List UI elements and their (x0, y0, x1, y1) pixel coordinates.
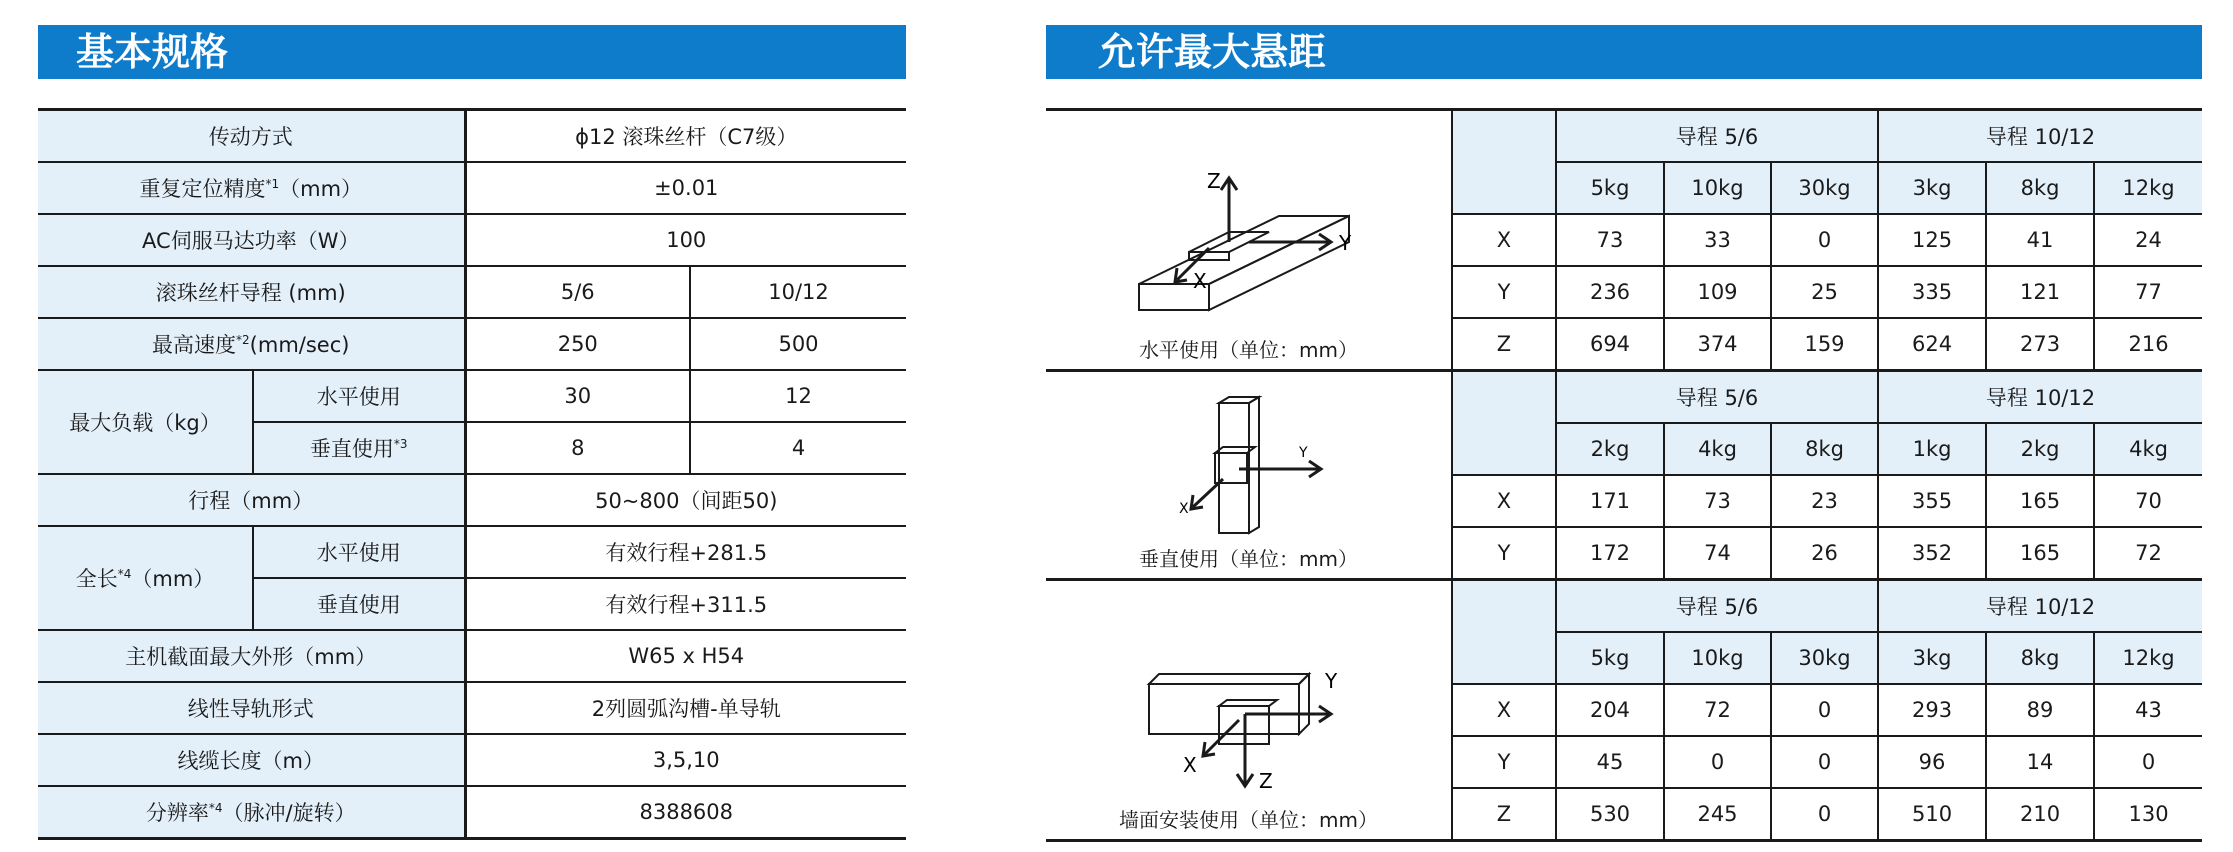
wall-diagram-cell (1046, 580, 1452, 841)
load-horizontal-value-2: 12 (690, 370, 906, 422)
overhang-value: 14 (1986, 736, 2094, 788)
vertical-y-label: Y (1298, 445, 1308, 461)
overhang-value: 374 (1664, 318, 1771, 371)
wall-mount-diagram (1119, 644, 1379, 804)
axis-label: Y (1452, 736, 1556, 788)
load-label: 最大负载（kg） (38, 370, 253, 474)
table-row (38, 110, 906, 163)
lead-group-header: 导程 10/12 (1878, 371, 2202, 424)
drive-value: ϕ12 滚珠丝杆（C7级） (465, 110, 906, 163)
guide-label: 线性导轨形式 (38, 682, 465, 734)
overhang-value: 236 (1556, 266, 1664, 318)
overhang-value: 74 (1664, 527, 1771, 580)
overhang-value: 25 (1771, 266, 1878, 318)
overhang-value: 77 (2094, 266, 2202, 318)
overhang-value: 245 (1664, 788, 1771, 841)
wall-y-label: Y (1324, 669, 1337, 693)
axis-header-blank (1452, 580, 1556, 685)
drive-label: 传动方式 (38, 110, 465, 163)
repeat-label: 重复定位精度$^{*1}$（mm） (38, 162, 465, 214)
overhang-value: 0 (1771, 684, 1878, 736)
section-value: W65 x H54 (465, 630, 906, 682)
load-header: 4kg (2094, 423, 2202, 475)
overhang-value: 121 (1986, 266, 2094, 318)
vertical-diagram-cell (1046, 371, 1452, 580)
load-vertical-value-1: 8 (465, 422, 690, 474)
length-label: 全长$^{*4}$（mm） (38, 526, 253, 630)
lead-group-header: 导程 5/6 (1556, 110, 1878, 163)
vertical-x-label: X (1178, 501, 1189, 517)
overhang-value: 26 (1771, 527, 1878, 580)
overhang-value: 43 (2094, 684, 2202, 736)
overhang-value: 172 (1556, 527, 1664, 580)
resolution-value: 8388608 (639, 800, 734, 824)
load-horizontal-label: 水平使用 (253, 370, 465, 422)
lead-label: 滚珠丝杆导程 (mm) (38, 266, 465, 318)
overhang-value: 24 (2094, 214, 2202, 266)
stroke-label: 行程（mm） (38, 474, 465, 526)
overhang-table (1046, 108, 2202, 842)
overhang-value: 335 (1878, 266, 1986, 318)
load-header: 5kg (1556, 632, 1664, 684)
load-header: 8kg (1986, 162, 2094, 214)
table-row (38, 474, 906, 526)
load-header: 12kg (2094, 162, 2202, 214)
axis-label: X (1452, 214, 1556, 266)
overhang-value: 72 (1664, 684, 1771, 736)
table-row (38, 526, 906, 578)
cable-value: 3,5,10 (465, 734, 906, 786)
lead-value-2: 10/12 (690, 266, 906, 318)
load-vertical-value-2: 4 (690, 422, 906, 474)
speed-value-2: 500 (690, 318, 906, 370)
axis-label: Y (1452, 527, 1556, 580)
overhang-value: 45 (1556, 736, 1664, 788)
table-row (38, 162, 906, 214)
overhang-value: 530 (1589, 802, 1631, 826)
overhang-value: 216 (2094, 318, 2202, 371)
overhang-value: 0 (1664, 736, 1771, 788)
load-header: 3kg (1878, 162, 1986, 214)
load-header: 12kg (2094, 632, 2202, 684)
load-header: 5kg (1556, 162, 1664, 214)
horizontal-mount-diagram (1119, 164, 1379, 334)
horizontal-diagram-cell (1046, 110, 1452, 371)
vertical-caption: 垂直使用（单位：mm） (1139, 547, 1358, 571)
stroke-value: 50~800（间距50) (465, 474, 906, 526)
overhang-value: 73 (1664, 475, 1771, 527)
servo-label: AC伺服马达功率（W） (38, 214, 465, 266)
spec-section-title: 基本规格 (38, 25, 906, 79)
overhang-value: 624 (1878, 318, 1986, 371)
lead-group-header: 导程 5/6 (1556, 580, 1878, 633)
load-header: 3kg (1878, 632, 1986, 684)
cable-label: 线缆长度（m） (38, 734, 465, 786)
overhang-value: 0 (1771, 736, 1878, 788)
horizontal-caption: 水平使用（单位：mm） (1139, 338, 1358, 362)
horizontal-z-label: Z (1206, 169, 1221, 193)
speed-label: 最高速度$^{*2}$(mm/sec) (38, 318, 465, 370)
lead-group-header: 导程 5/6 (1556, 371, 1878, 424)
length-vertical-value: 有效行程+311.5 (465, 578, 906, 630)
overhang-value: 130 (2094, 788, 2202, 841)
overhang-value: 125 (1878, 214, 1986, 266)
axis-label: Z (1452, 788, 1556, 841)
overhang-value: 96 (1878, 736, 1986, 788)
guide-value: 2列圆弧沟槽-单导轨 (465, 682, 906, 734)
lead-value-1: 5/6 (465, 266, 690, 318)
length-vertical-label: 垂直使用 (253, 578, 465, 630)
overhang-value: 694 (1556, 318, 1664, 371)
overhang-value: 165 (1986, 475, 2094, 527)
load-header: 10kg (1664, 632, 1771, 684)
overhang-value: 41 (1986, 214, 2094, 266)
load-header: 8kg (1771, 423, 1878, 475)
load-header: 1kg (1878, 423, 1986, 475)
overhang-value: 510 (1878, 788, 1986, 841)
load-vertical-label: 垂直使用$^{*3}$ (253, 422, 465, 474)
load-header: 2kg (1556, 423, 1664, 475)
table-row (38, 786, 906, 839)
overhang-value: 204 (1556, 684, 1664, 736)
length-horizontal-value: 有效行程+281.5 (465, 526, 906, 578)
table-row (38, 682, 906, 734)
speed-value-1: 250 (465, 318, 690, 370)
axis-label: X (1452, 475, 1556, 527)
table-row (38, 734, 906, 786)
overhang-value: 0 (1771, 788, 1878, 841)
overhang-value: 70 (2094, 475, 2202, 527)
axis-label: Y (1452, 266, 1556, 318)
table-row (38, 214, 906, 266)
table-row (38, 266, 906, 318)
overhang-value: 89 (1986, 684, 2094, 736)
wall-z-label: Z (1258, 769, 1273, 793)
load-header: 2kg (1986, 423, 2094, 475)
overhang-value: 210 (1986, 788, 2094, 841)
section-label: 主机截面最大外形（mm） (38, 630, 465, 682)
load-header: 8kg (1986, 632, 2094, 684)
axis-header-blank (1452, 110, 1556, 215)
spec-table (38, 108, 906, 840)
wall-x-label: X (1182, 753, 1197, 777)
overhang-value: 355 (1878, 475, 1986, 527)
load-header: 30kg (1771, 162, 1878, 214)
overhang-section-title: 允许最大悬距 (1046, 25, 2202, 79)
load-header: 30kg (1771, 632, 1878, 684)
horizontal-x-label: X (1192, 269, 1207, 293)
table-row (38, 630, 906, 682)
overhang-value: 171 (1556, 475, 1664, 527)
axis-label: X (1452, 684, 1556, 736)
overhang-value: 293 (1878, 684, 1986, 736)
overhang-value: 273 (1986, 318, 2094, 371)
length-horizontal-label: 水平使用 (253, 526, 465, 578)
load-horizontal-value-1: 30 (465, 370, 690, 422)
table-row (38, 370, 906, 422)
overhang-value: 165 (1986, 527, 2094, 580)
table-row (1046, 110, 2202, 163)
axis-header-blank (1452, 371, 1556, 476)
table-row (38, 318, 906, 370)
table-row (1046, 371, 2202, 424)
axis-label: Z (1452, 318, 1556, 371)
lead-group-header: 导程 10/12 (1878, 110, 2202, 163)
table-row (1046, 580, 2202, 633)
overhang-value: 0 (2094, 736, 2202, 788)
overhang-value: 159 (1771, 318, 1878, 371)
overhang-value: 73 (1556, 214, 1664, 266)
resolution-label: 分辨率$^{*4}$（脉冲/旋转） (38, 786, 465, 839)
overhang-value: 352 (1878, 527, 1986, 580)
overhang-value: 0 (1771, 214, 1878, 266)
wall-caption: 墙面安装使用（单位：mm） (1119, 808, 1378, 832)
overhang-value: 33 (1664, 214, 1771, 266)
repeat-value: ±0.01 (465, 162, 906, 214)
servo-value: 100 (465, 214, 906, 266)
overhang-value: 109 (1664, 266, 1771, 318)
vertical-mount-diagram (1139, 393, 1359, 543)
lead-group-header: 导程 10/12 (1878, 580, 2202, 633)
load-header: 10kg (1664, 162, 1771, 214)
horizontal-y-label: Y (1338, 231, 1351, 255)
load-header: 4kg (1664, 423, 1771, 475)
overhang-value: 72 (2094, 527, 2202, 580)
overhang-value: 23 (1771, 475, 1878, 527)
